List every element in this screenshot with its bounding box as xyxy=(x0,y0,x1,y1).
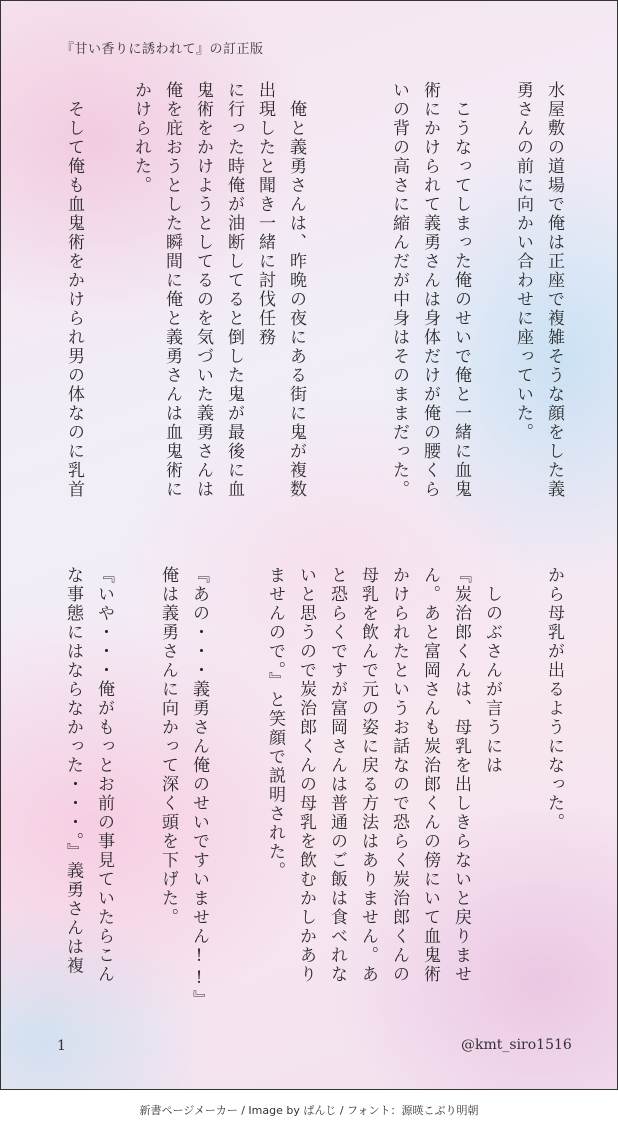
text-column: いの背の高さに縮んだが中身はそのままだった。 xyxy=(389,81,409,499)
text-column: 俺は義勇さんに向かって深く頭を下げた。 xyxy=(158,566,178,927)
text-column: と恐らくですが富岡さんは普通のご飯は食べれな xyxy=(327,566,347,984)
credit-line: 新書ページメーカー / Image by ぱんじ / フォント：源暎こぶり明朝 xyxy=(139,1104,479,1117)
text-column: 出現したと聞き一緒に討伐任務 xyxy=(255,81,275,347)
text-column: に行った時俺が油断してると倒した鬼が最後に血 xyxy=(224,81,244,499)
text-column: から母乳が出るようになった。 xyxy=(544,566,564,832)
text-column: 母乳を飲んで元の姿に戻る方法はありません。あ xyxy=(358,566,378,984)
author-handle: @kmt_siro1516 xyxy=(461,1037,572,1053)
page-title: 『甘い香りに誘われて』の訂正版 xyxy=(61,42,264,57)
text-column: 『炭治郎くんは、母乳を出しきらないと戻りませ xyxy=(451,566,471,984)
text-column: 『あの・・・義勇さん俺のせいですいません!!』 xyxy=(189,566,209,1009)
text-column: いと思うので炭治郎くんの母乳を飲むかしかあり xyxy=(296,566,316,984)
text-column: かけられた。 xyxy=(131,81,151,195)
text-column: 勇さんの前に向かい合わせに座っていた。 xyxy=(513,81,533,442)
text-column: ん。あと富岡さんも炭治郎くんの傍にいて血鬼術 xyxy=(420,566,440,984)
text-column: 『いや・・・俺がもっとお前の事見ていたらこん xyxy=(94,566,114,984)
text-column: 水屋敷の道場で俺は正座で複雑そうな顔をした義 xyxy=(544,81,564,499)
text-column: かけられたというお話なので恐らく炭治郎くんの xyxy=(389,566,409,984)
text-column: な事態にはならなかった・・・。』義勇さんは複 xyxy=(63,566,83,976)
text-column: こうなってしまった俺のせいで俺と一緒に血鬼 xyxy=(451,81,471,499)
text-column: 鬼術をかけようとしてるのを気づいた義勇さんは xyxy=(193,81,213,499)
text-column: そして俺も血鬼術をかけられ男の体なのに乳首 xyxy=(64,81,84,499)
text-column: 俺を庇おうとした瞬間に俺と義勇さんは血鬼術に xyxy=(162,81,182,499)
text-column: 術にかけられて義勇さんは身体だけが俺の腰くら xyxy=(420,81,440,499)
page-number: 1 xyxy=(57,1038,66,1054)
text-column: しのぶさんが言うには xyxy=(482,566,502,775)
text-column: ませんので。』と笑顔で説明された。 xyxy=(265,566,285,881)
text-column: 俺と義勇さんは、昨晩の夜にある街に鬼が複数 xyxy=(286,81,306,499)
